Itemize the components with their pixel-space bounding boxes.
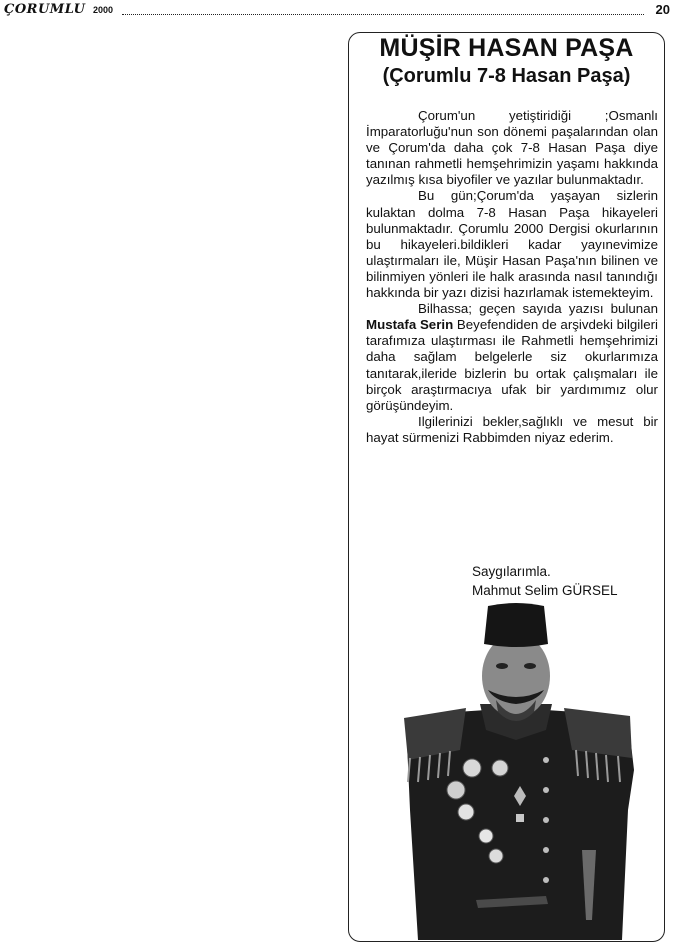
page-header	[4, 2, 670, 20]
masthead-year: 2000	[93, 5, 114, 15]
paragraph-archive	[366, 301, 658, 414]
paragraph-archive-start: Bilhassa; geçen sayıda yazısı bulunan	[418, 301, 658, 317]
pasha-portrait-image	[396, 600, 636, 940]
article-subtitle: (Çorumlu 7-8 Hasan Paşa)	[382, 65, 631, 87]
article-title: MÜŞİR HASAN PAŞA	[379, 34, 634, 62]
closing-salutation: Saygılarımla.	[472, 564, 551, 579]
masthead-logo: ÇORUMLU	[4, 2, 86, 17]
signature-block	[472, 562, 618, 600]
article-body	[366, 108, 658, 446]
highlighted-name: Mustafa Serin	[366, 317, 454, 333]
portrait-fez	[484, 603, 548, 647]
page-number: 20	[655, 2, 670, 17]
portrait-eye-right	[524, 663, 536, 669]
paragraph-intro: Çorum'un yetiştiridiği ;Osmanlı İmparatorluğu'nun son dönemi paşalarından olan ve Çorum'da daha çok 7-8 Hasan Paşa diye tanınan rahmetli hemşehrimizin yaşamı hakkında yazılmış kısa biyofiler ve yazılar bulunmaktadır.	[366, 108, 658, 188]
header-dotted-rule	[122, 14, 644, 15]
author-name: Mahmut Selim GÜRSEL	[472, 583, 618, 598]
paragraph-archive-end: Beyefendiden de arşivdeki bilgileri tarafımıza ulaştırması ile Rahmetli hemşehrimizi daha sağlam belgelerle siz okurlarımıza tanıtarak,ileride bizlerin bu ortak çalışmaları ile birçok araştırmacıya ufak bir yardımımız olur görüşündeyim.	[366, 317, 658, 413]
portrait-eye-left	[496, 663, 508, 669]
paragraph-closing: Ilgilerinizi bekler,sağlıklı ve mesut bir hayat sürmenizi Rabbimden niyaz ederim.	[366, 413, 658, 445]
paragraph-request: Bu gün;Çorum'da yaşayan sizlerin kulaktan dolma 7-8 Hasan Paşa hikayeleri bulunmaktadır. Çorumlu 2000 Dergisi okurlarının bu hikayeleri.bildikleri kadar yayınevimize ulaştırmaları ile, Müşir Hasan Paşa'nın bilinen ve bilinmiyen yönleri ile halk arasında nasıl tanındığı hakkında bir yazı dizisi hazırlamak istemekteyim.	[366, 188, 658, 301]
